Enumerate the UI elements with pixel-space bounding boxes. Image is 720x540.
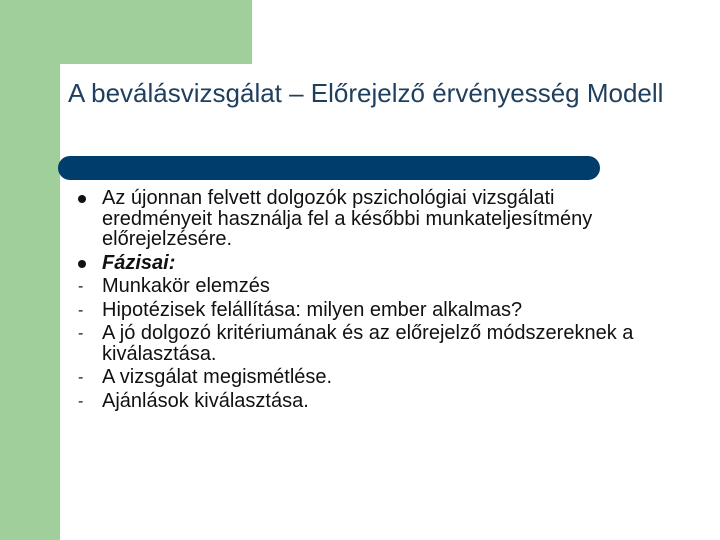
dash-marker: -: [78, 278, 84, 295]
list-item: [76, 391, 636, 412]
list-item: [76, 276, 636, 297]
bullet-icon: [76, 253, 96, 268]
list-item-text: Hipotézisek felállítása: milyen ember alkalmas?: [102, 298, 523, 321]
list-item: [76, 188, 636, 250]
bullet-icon: [76, 188, 96, 203]
green-accent-top: [0, 0, 252, 64]
list-item-text: Fázisai:: [102, 251, 176, 274]
title-underline-bar: [58, 156, 600, 180]
list-item: [76, 253, 636, 274]
dash-marker: -: [78, 325, 84, 342]
list-item-text: Ajánlások kiválasztása.: [102, 389, 309, 412]
list-item-text: Munkakör elemzés: [102, 275, 270, 297]
green-accent-left: [0, 64, 60, 540]
dash-marker: -: [78, 392, 84, 410]
dash-marker: -: [78, 301, 84, 319]
list-item-text: A jó dolgozó kritériumának és az előrejelző módszereknek a kiválasztása.: [102, 322, 634, 365]
bullet-list: [76, 188, 636, 414]
list-item: [76, 323, 636, 364]
slide-title: A beválásvizsgálat – Előrejelző érvényesség Modell: [68, 78, 664, 108]
list-item: [76, 367, 636, 388]
list-item-text: Az újonnan felvett dolgozók pszichológiai vizsgálati eredményeit használja fel a későbbi munkateljesítmény előrejelzésére.: [102, 187, 593, 250]
list-item-text: A vizsgálat megismétlése.: [102, 366, 333, 388]
list-item: [76, 300, 636, 321]
dash-marker: -: [78, 369, 84, 386]
